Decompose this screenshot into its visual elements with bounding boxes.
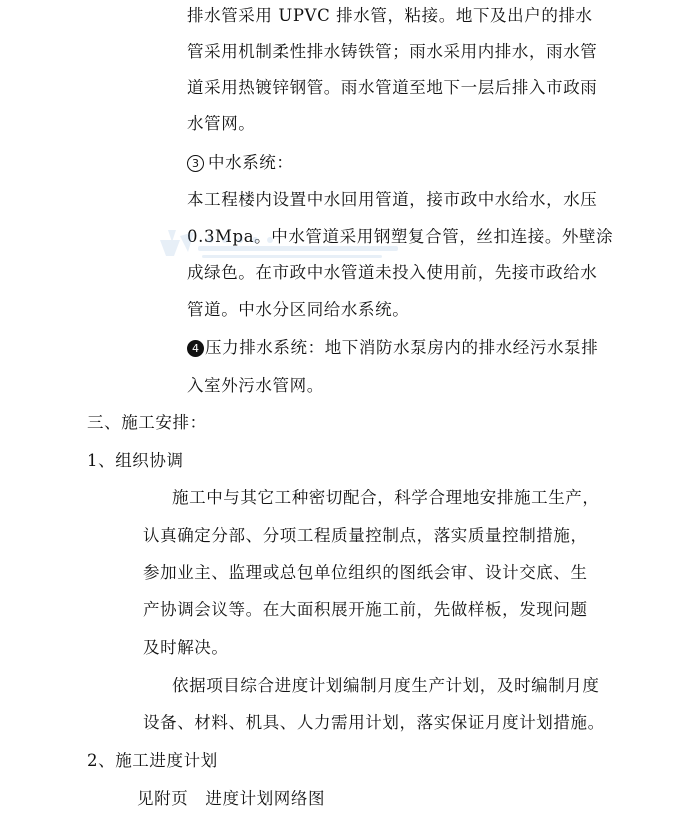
pressure-drainage-line-1: 压力排水系统：地下消防水泵房内的排水经污水泵排 — [205, 338, 599, 357]
paragraph-coordination-line-1: 施工中与其它工种密切配合，科学合理地安排施工生产， — [172, 488, 600, 507]
paragraph-schedule-line-1: 依据项目综合进度计划编制月度生产计划，及时编制月度 — [172, 676, 600, 695]
subsection-2-heading: 2、施工进度计划 — [87, 751, 218, 770]
heading-reclaimed-water — [187, 153, 294, 173]
appendix-reference: 见附页 进度计划网络图 — [137, 789, 326, 808]
paragraph-reclaimed-line-1: 本工程楼内设置中水回用管道，接市政中水给水，水压 — [187, 190, 598, 209]
paragraph-coordination-line-5: 及时解决。 — [143, 638, 229, 657]
circled-number-3-icon: 3 — [187, 155, 204, 172]
circled-number-4-icon: 4 — [187, 340, 204, 357]
paragraph-coordination-line-4: 产协调会议等。在大面积展开施工前，先做样板，发现问题 — [143, 600, 588, 619]
pressure-drainage-line-2: 入室外污水管网。 — [187, 376, 324, 395]
paragraph-drainage-line-3: 道采用热镀锌钢管。雨水管道至地下一层后排入市政雨 — [187, 78, 598, 97]
paragraph-reclaimed-line-2: 0.3Mpa。中水管道采用钢塑复合管，丝扣连接。外壁涂 — [187, 227, 614, 246]
paragraph-reclaimed-line-3: 成绿色。在市政中水管道未投入使用前，先接市政给水 — [187, 263, 598, 282]
heading-reclaimed-water-title: 中水系统： — [208, 153, 294, 172]
paragraph-drainage-line-1: 排水管采用 UPVC 排水管，粘接。地下及出户的排水 — [187, 6, 593, 25]
heading-pressure-drainage — [187, 338, 598, 358]
watermark-logo-icon — [150, 222, 410, 272]
paragraph-reclaimed-line-4: 管道。中水分区同给水系统。 — [187, 300, 410, 319]
paragraph-drainage-line-2: 管采用机制柔性排水铸铁管；雨水采用内排水，雨水管 — [187, 42, 598, 61]
paragraph-coordination-line-2: 认真确定分部、分项工程质量控制点，落实质量控制措施， — [143, 526, 588, 545]
section-3-heading: 三、施工安排： — [87, 413, 207, 432]
paragraph-schedule-line-2: 设备、材料、机具、人力需用计划，落实保证月度计划措施。 — [143, 713, 605, 732]
paragraph-drainage-line-4: 水管网。 — [187, 114, 256, 133]
paragraph-coordination-line-3: 参加业主、监理或总包单位组织的图纸会审、设计交底、生 — [143, 563, 588, 582]
subsection-1-heading: 1、组织协调 — [87, 451, 184, 470]
